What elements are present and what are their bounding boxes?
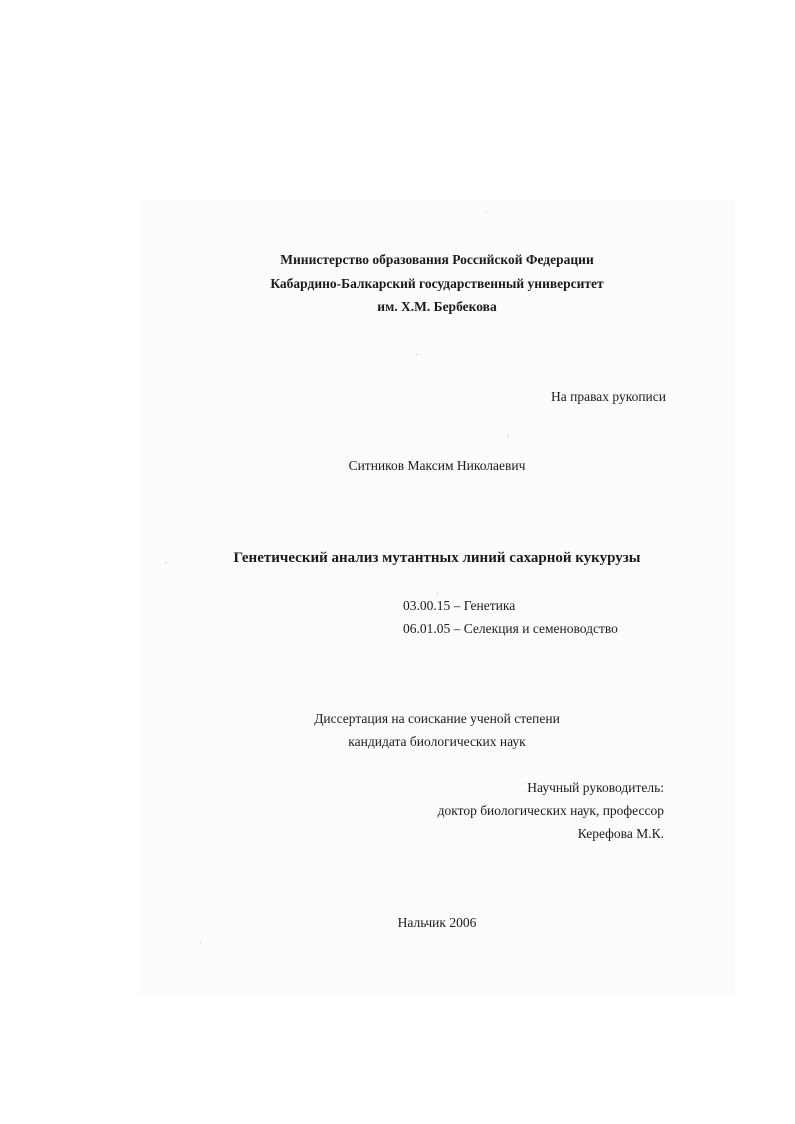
university-heading: Кабардино-Балкарский государственный университет xyxy=(270,276,604,291)
dissertation-title: Генетический анализ мутантных линий сахарной кукурузы xyxy=(233,550,641,566)
scan-speck xyxy=(165,562,166,563)
specialty-item: 06.01.05 – Селекция и семеноводство xyxy=(403,621,618,636)
university-named-after: им. Х.М. Бербекова xyxy=(377,299,497,314)
degree-line-2: кандидата биологических наук xyxy=(348,734,526,749)
supervisor-name: Керефова М.К. xyxy=(577,826,664,841)
specialty-item: 03.00.15 – Генетика xyxy=(403,598,516,613)
scan-speck xyxy=(200,942,201,943)
ministry-heading: Министерство образования Российской Федерации xyxy=(280,252,594,267)
scan-speck xyxy=(507,436,508,437)
supervisor-credentials: доктор биологических наук, профессор xyxy=(437,803,664,818)
scan-speck xyxy=(416,354,417,355)
author-name: Ситников Максим Николаевич xyxy=(348,458,526,473)
scan-speck xyxy=(437,593,438,594)
supervisor-label: Научный руководитель: xyxy=(527,780,664,795)
place-year: Нальчик 2006 xyxy=(397,915,477,930)
manuscript-note: На правах рукописи xyxy=(550,389,666,404)
scan-speck xyxy=(486,211,487,212)
degree-line-1: Диссертация на соискание ученой степени xyxy=(314,711,560,726)
